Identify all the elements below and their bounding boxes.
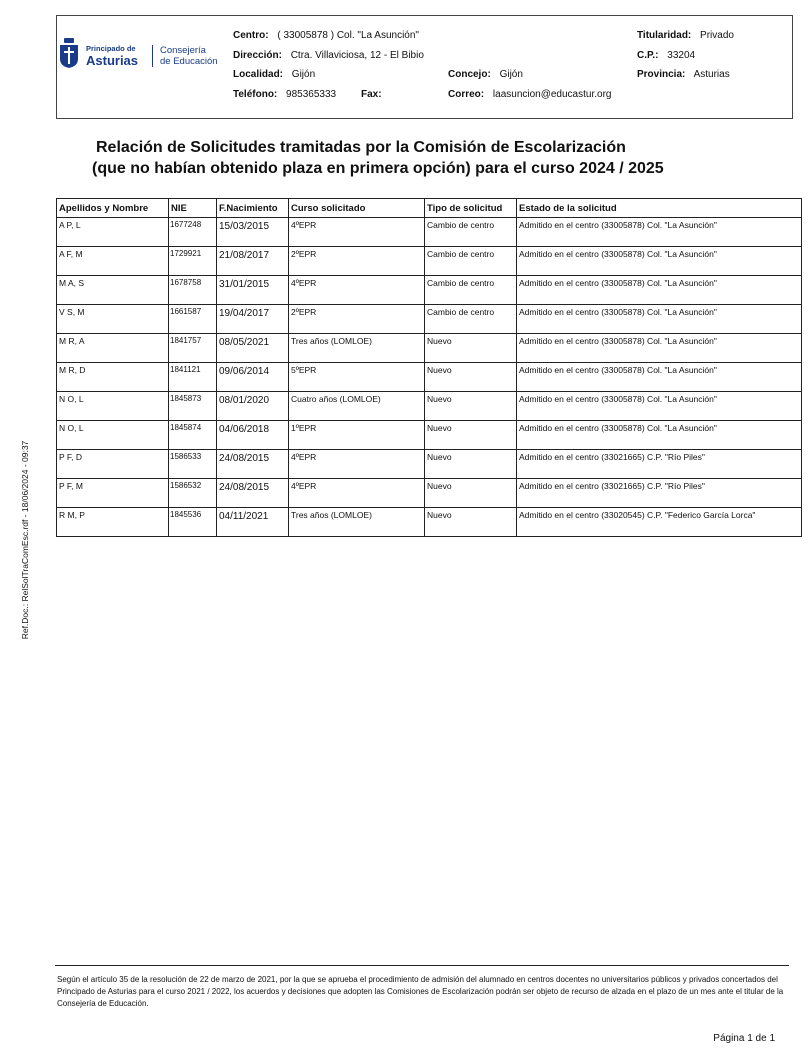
table-row [57, 305, 802, 334]
cell-nombre: M R, A [57, 334, 169, 363]
solicitudes-table [56, 198, 802, 537]
cell-nie: 1841757 [169, 334, 217, 363]
fax-field [361, 89, 388, 100]
titularidad-field [637, 30, 734, 41]
cell-tipo: Nuevo [425, 392, 517, 421]
cell-tipo: Cambio de centro [425, 247, 517, 276]
cell-estado: Admitido en el centro (33005878) Col. "La Asunción" [517, 392, 802, 421]
cell-fecha: 19/04/2017 [217, 305, 289, 334]
cp-value: 33204 [667, 50, 696, 61]
logo-text-principado: Principado de [86, 44, 136, 53]
direccion-value: Ctra. Villaviciosa, 12 - El Bibio [290, 50, 424, 61]
cell-tipo: Nuevo [425, 363, 517, 392]
cell-nombre: N O, L [57, 421, 169, 450]
cell-nie: 1841121 [169, 363, 217, 392]
table-row [57, 363, 802, 392]
table-row [57, 276, 802, 305]
cell-nie: 1678758 [169, 276, 217, 305]
table-row [57, 334, 802, 363]
cell-nombre: P F, M [57, 479, 169, 508]
cell-nombre: M A, S [57, 276, 169, 305]
page-title-line1: Relación de Solicitudes tramitadas por la Comisión de Escolarización [96, 139, 626, 156]
cell-nombre: A P, L [57, 218, 169, 247]
centro-value: ( 33005878 ) Col. "La Asunción" [277, 30, 419, 41]
concejo-value: Gijón [499, 69, 523, 80]
cell-nie: 1729921 [169, 247, 217, 276]
cell-estado: Admitido en el centro (33020545) C.P. "Federico García Lorca" [517, 508, 802, 537]
table-row [57, 450, 802, 479]
cell-estado: Admitido en el centro (33021665) C.P. "Río Piles" [517, 450, 802, 479]
cell-fecha: 31/01/2015 [217, 276, 289, 305]
cell-fecha: 15/03/2015 [217, 218, 289, 247]
cell-estado: Admitido en el centro (33005878) Col. "La Asunción" [517, 334, 802, 363]
cell-nie: 1586532 [169, 479, 217, 508]
localidad-field [233, 69, 315, 80]
cell-fecha: 04/06/2018 [217, 421, 289, 450]
cell-curso: 1ºEPR [289, 421, 425, 450]
table-row [57, 218, 802, 247]
cross-crest-icon [58, 37, 80, 69]
cell-fecha: 09/06/2014 [217, 363, 289, 392]
column-header-estado: Estado de la solicitud [517, 199, 802, 218]
provincia-value: Asturias [693, 69, 730, 80]
cell-curso: 4ºEPR [289, 218, 425, 247]
table-row [57, 421, 802, 450]
fax-label: Fax: [361, 89, 382, 100]
cell-curso: 5ºEPR [289, 363, 425, 392]
table-row [57, 247, 802, 276]
correo-value: laasuncion@educastur.org [492, 89, 612, 100]
column-header-nie: NIE [169, 199, 217, 218]
cell-fecha: 08/05/2021 [217, 334, 289, 363]
titularidad-value: Privado [700, 30, 734, 41]
cell-fecha: 21/08/2017 [217, 247, 289, 276]
cell-curso: Tres años (LOMLOE) [289, 508, 425, 537]
cell-estado: Admitido en el centro (33021665) C.P. "Río Piles" [517, 479, 802, 508]
logo-text-consejeria: Consejería [160, 45, 206, 56]
cell-nie: 1677248 [169, 218, 217, 247]
cell-tipo: Nuevo [425, 508, 517, 537]
cell-nombre: R M, P [57, 508, 169, 537]
cell-curso: 4ºEPR [289, 450, 425, 479]
concejo-field [448, 69, 523, 80]
centro-label: Centro: [233, 30, 269, 41]
cell-tipo: Cambio de centro [425, 305, 517, 334]
table-row [57, 392, 802, 421]
column-header-tipo: Tipo de solicitud [425, 199, 517, 218]
table-row [57, 479, 802, 508]
cell-nie: 1586533 [169, 450, 217, 479]
cell-fecha: 08/01/2020 [217, 392, 289, 421]
cell-tipo: Cambio de centro [425, 218, 517, 247]
page-title-line2: (que no habían obtenido plaza en primera opción) para el curso 2024 / 2025 [92, 160, 664, 177]
centro-field [233, 30, 419, 41]
cell-tipo: Cambio de centro [425, 276, 517, 305]
cell-tipo: Nuevo [425, 450, 517, 479]
column-header-curso: Curso solicitado [289, 199, 425, 218]
cell-estado: Admitido en el centro (33005878) Col. "La Asunción" [517, 247, 802, 276]
localidad-value: Gijón [291, 69, 316, 80]
titularidad-label: Titularidad: [637, 30, 692, 41]
cell-nombre: N O, L [57, 392, 169, 421]
cell-nie: 1661587 [169, 305, 217, 334]
cell-curso: 4ºEPR [289, 479, 425, 508]
logo-text-asturias: Asturias [86, 53, 139, 68]
column-header-nombre: Apellidos y Nombre [57, 199, 169, 218]
cell-tipo: Nuevo [425, 334, 517, 363]
concejo-label: Concejo: [448, 69, 491, 80]
cell-curso: 4ºEPR [289, 276, 425, 305]
cell-curso: 2ºEPR [289, 305, 425, 334]
asturias-logo [58, 37, 233, 73]
table-row [57, 508, 802, 537]
table-header-row [57, 199, 802, 218]
cell-estado: Admitido en el centro (33005878) Col. "La Asunción" [517, 305, 802, 334]
cp-label: C.P.: [637, 50, 659, 61]
cell-fecha: 04/11/2021 [217, 508, 289, 537]
cell-estado: Admitido en el centro (33005878) Col. "La Asunción" [517, 421, 802, 450]
correo-label: Correo: [448, 89, 485, 100]
cell-fecha: 24/08/2015 [217, 450, 289, 479]
telefono-value: 985365333 [286, 89, 337, 100]
cell-fecha: 24/08/2015 [217, 479, 289, 508]
localidad-label: Localidad: [233, 69, 284, 80]
footer-legal-text: Según el artículo 35 de la resolución de 22 de marzo de 2021, por la que se aprueba el procedimiento de admisión del alumnado en centros docentes no universitarios públicos y privados concertados del Principado de Asturias para el curso 2021 / 2022, los acuerdos y decisiones que adopten las Comisiones de Escolarización podrán ser objeto de recurso de alzada en el plazo de un mes ante el titular de la Consejería de Educación. [57, 975, 784, 1008]
cell-nombre: P F, D [57, 450, 169, 479]
cell-curso: Tres años (LOMLOE) [289, 334, 425, 363]
column-header-fecha: F.Nacimiento [217, 199, 289, 218]
cell-nie: 1845874 [169, 421, 217, 450]
logo-text-educacion: de Educación [160, 56, 218, 67]
document-reference: Ref.Doc.: RelSolTraComEsc.rdf - 18/06/2024 - 09:37 [20, 440, 30, 640]
provincia-field [637, 69, 730, 80]
provincia-label: Provincia: [637, 69, 686, 80]
cell-nombre: A F, M [57, 247, 169, 276]
cell-tipo: Nuevo [425, 421, 517, 450]
direccion-label: Dirección: [233, 50, 282, 61]
cell-curso: 2ºEPR [289, 247, 425, 276]
cp-field [637, 50, 695, 61]
cell-nie: 1845873 [169, 392, 217, 421]
cell-estado: Admitido en el centro (33005878) Col. "La Asunción" [517, 363, 802, 392]
cell-nie: 1845536 [169, 508, 217, 537]
direccion-field [233, 50, 424, 61]
cell-tipo: Nuevo [425, 479, 517, 508]
telefono-field [233, 89, 336, 100]
correo-field [448, 89, 611, 100]
footer-divider [55, 965, 789, 966]
cell-curso: Cuatro años (LOMLOE) [289, 392, 425, 421]
page-number: Página 1 de 1 [713, 1033, 775, 1044]
cell-nombre: V S, M [57, 305, 169, 334]
cell-estado: Admitido en el centro (33005878) Col. "La Asunción" [517, 276, 802, 305]
cell-estado: Admitido en el centro (33005878) Col. "La Asunción" [517, 218, 802, 247]
telefono-label: Teléfono: [233, 89, 278, 100]
cell-nombre: M R, D [57, 363, 169, 392]
logo-divider [152, 45, 153, 67]
